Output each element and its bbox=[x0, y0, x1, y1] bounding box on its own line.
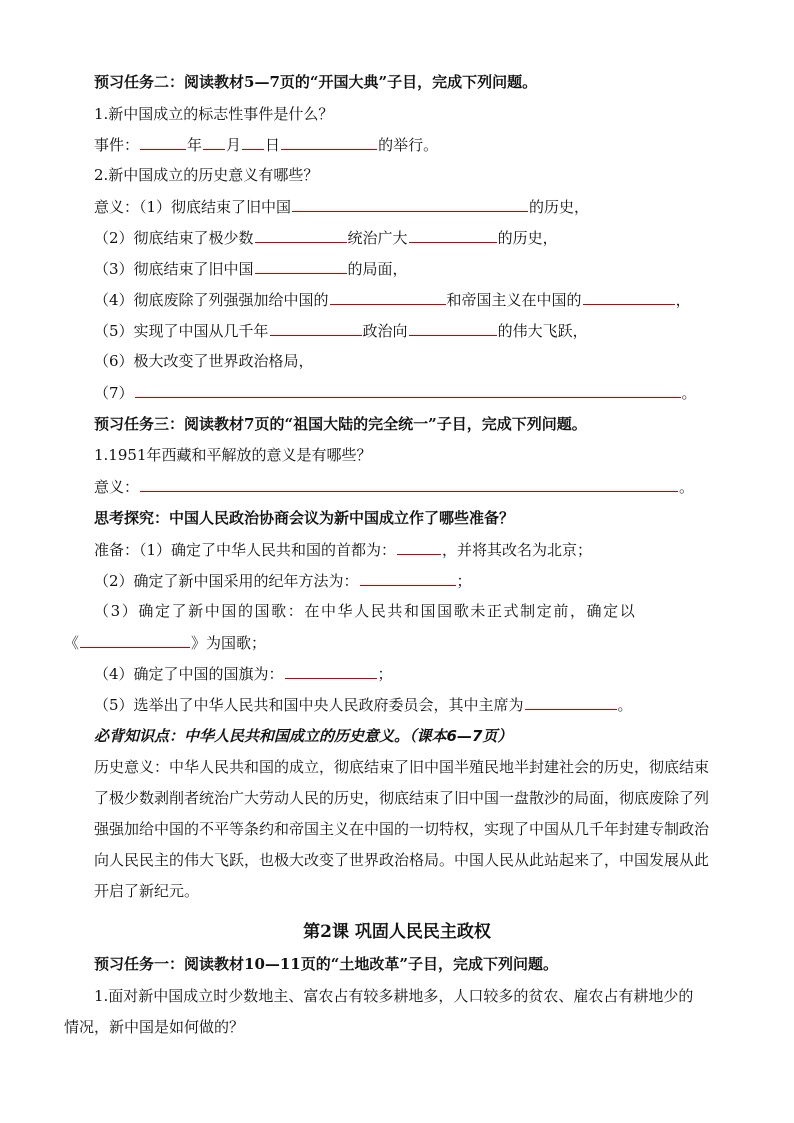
m5-end: 的伟大飞跃， bbox=[497, 322, 588, 340]
prep-3-cont bbox=[64, 632, 266, 653]
task2-q1: 1.新中国成立的标志性事件是什么？ bbox=[94, 105, 334, 123]
m7-blank[interactable] bbox=[135, 382, 681, 398]
task3-meaning bbox=[94, 476, 694, 497]
must-heading: 必背知识点：中华人民共和国成立的历史意义。（课本6—7页） bbox=[94, 727, 513, 745]
m1-text: 意义：（1）彻底结束了旧中国 bbox=[94, 198, 292, 216]
m2-end: 的历史， bbox=[497, 229, 558, 247]
m7-text: （7） bbox=[94, 384, 134, 402]
p4-text: （4）确定了中国的国旗为： bbox=[94, 665, 284, 683]
p1-text: 准备：（1）确定了中华人民共和国的首都为： bbox=[94, 541, 397, 559]
m5-mid: 政治向 bbox=[362, 322, 408, 340]
m5-blank-2[interactable] bbox=[409, 320, 497, 336]
meaning-6: （6）极大改变了世界政治格局， bbox=[94, 352, 314, 370]
prep-2 bbox=[94, 570, 472, 591]
year-label: 年 bbox=[187, 136, 203, 154]
think-heading: 思考探究：中国人民政治协商会议为新中国成立作了哪些准备？ bbox=[94, 509, 515, 527]
year-blank[interactable] bbox=[140, 134, 186, 150]
p2-text: （2）确定了新中国采用的纪年方法为： bbox=[94, 572, 359, 590]
must-body-text: 历史意义：中华人民共和国的成立，彻底结束了旧中国半殖民地半封建社会的历史，彻底结束了极少数剥削者统治广大劳动人民的历史，彻底结束了旧中国一盘散沙的局面，彻底废除了列强强加给中国的不平等条约和帝国主义在中国的一切特权，实现了中国从几千年封建专制政治向人民民主的伟大飞跃，也极大改变了世界政治格局。中国人民从此站起来了，中国发展从此开启了新纪元。 bbox=[94, 758, 710, 900]
lesson2-q1-line2: 情况，新中国是如何做的？ bbox=[64, 1018, 245, 1036]
p5-end: 。 bbox=[617, 696, 633, 714]
p1-blank[interactable] bbox=[397, 539, 441, 555]
p4-end: ； bbox=[377, 665, 393, 683]
month-label: 月 bbox=[226, 136, 242, 154]
meaning-4 bbox=[94, 289, 691, 310]
p5-text: （5）选举出了中华人民共和国中央人民政府委员会，其中主席为 bbox=[94, 696, 524, 714]
m4-text: （4）彻底废除了列强强加给中国的 bbox=[94, 291, 329, 309]
m1-end: 的历史， bbox=[529, 198, 590, 216]
day-label: 日 bbox=[265, 136, 281, 154]
lesson2-title: 第2课 巩固人民民主政权 bbox=[303, 922, 491, 942]
task3-end: 。 bbox=[679, 478, 695, 496]
lesson2-q1-line1: 1.面对新中国成立时少数地主、富农占有较多耕地多，人口较多的贫农、雇农占有耕地少的 bbox=[94, 987, 694, 1005]
p4-blank[interactable] bbox=[285, 663, 377, 679]
meaning-1 bbox=[94, 196, 589, 217]
event-blank[interactable] bbox=[281, 134, 377, 150]
m2-blank-1[interactable] bbox=[255, 227, 347, 243]
month-blank[interactable] bbox=[203, 134, 225, 150]
must-body bbox=[94, 752, 714, 907]
p2-end: ； bbox=[456, 572, 472, 590]
task3-meaning-label: 意义： bbox=[94, 478, 140, 496]
m4-mid: 和帝国主义在中国的 bbox=[446, 291, 582, 309]
day-blank[interactable] bbox=[242, 134, 264, 150]
meaning-3 bbox=[94, 258, 408, 279]
m7-end: 。 bbox=[681, 384, 697, 402]
task3-q1: 1.1951年西藏和平解放的意义是有哪些？ bbox=[94, 446, 372, 464]
prep-5 bbox=[94, 694, 633, 715]
m4-end: ， bbox=[675, 291, 691, 309]
m3-blank[interactable] bbox=[255, 258, 347, 274]
task2-heading: 预习任务二：阅读教材5—7页的“开国大典”子目，完成下列问题。 bbox=[94, 73, 538, 91]
m5-text: （5）实现了中国从几千年 bbox=[94, 322, 269, 340]
m3-text: （3）彻底结束了旧中国 bbox=[94, 260, 254, 278]
m2-blank-2[interactable] bbox=[409, 227, 497, 243]
meaning-7 bbox=[94, 382, 697, 403]
meaning-2 bbox=[94, 227, 558, 248]
prep-1 bbox=[94, 539, 592, 560]
lesson2-heading: 预习任务一：阅读教材10—11页的“土地改革”子目，完成下列问题。 bbox=[94, 955, 559, 973]
prep-4 bbox=[94, 663, 393, 684]
m2-text: （2）彻底结束了极少数 bbox=[94, 229, 254, 247]
event-label: 事件： bbox=[94, 136, 140, 154]
p3-blank[interactable] bbox=[80, 632, 190, 648]
task2-q2: 2.新中国成立的历史意义有哪些？ bbox=[94, 166, 319, 184]
m4-blank-1[interactable] bbox=[330, 289, 446, 305]
p1-end: ，并将其改名为北京； bbox=[442, 541, 593, 559]
task3-heading: 预习任务三：阅读教材7页的“祖国大陆的完全统一”子目，完成下列问题。 bbox=[94, 415, 587, 433]
m4-blank-2[interactable] bbox=[583, 289, 675, 305]
p3-text: （3）确定了新中国的国歌：在中华人民共和国国歌未正式制定前，确定以 bbox=[94, 602, 637, 620]
held-label: 的举行。 bbox=[378, 136, 439, 154]
p5-blank[interactable] bbox=[525, 694, 617, 710]
p3-open: 《 bbox=[64, 634, 80, 652]
prep-3 bbox=[94, 601, 636, 621]
m5-blank-1[interactable] bbox=[270, 320, 362, 336]
m3-end: 的局面， bbox=[347, 260, 408, 278]
task3-blank[interactable] bbox=[140, 476, 678, 492]
m1-blank[interactable] bbox=[292, 196, 528, 212]
m2-mid: 统治广大 bbox=[347, 229, 408, 247]
meaning-5 bbox=[94, 320, 588, 341]
p3-end: 》为国歌； bbox=[191, 634, 267, 652]
p2-blank[interactable] bbox=[360, 570, 456, 586]
event-line bbox=[94, 134, 438, 155]
